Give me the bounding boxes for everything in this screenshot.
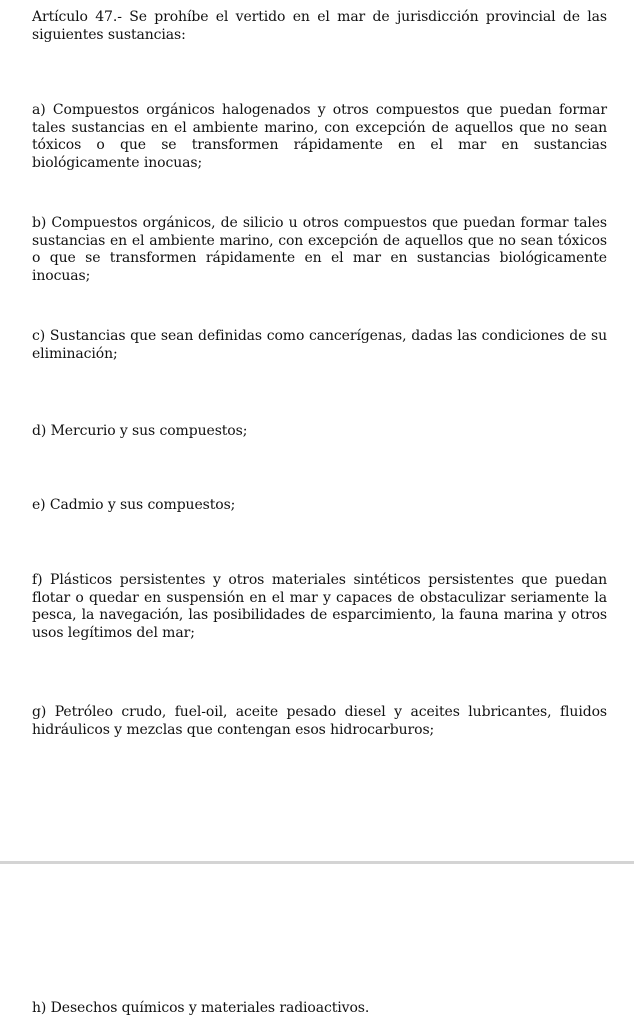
page-break-divider [0,861,634,864]
list-item-d: d) Mercurio y sus compuestos; [32,423,248,439]
list-item-f: f) Plásticos persistentes y otros materiales sintéticos persistentes que puedan flotar o quedar en suspensión en el mar y capaces de obstaculizar seriamente la pesca, la navegación, las posibilidades de esparcimiento, la fauna marina y otros usos legítimos del mar; [32,572,607,641]
article-heading: Artículo 47.- Se prohíbe el vertido en el mar de jurisdicción provincial de las siguientes sustancias: [32,9,607,43]
list-item-c: c) Sustancias que sean definidas como cancerígenas, dadas las condiciones de su eliminación; [32,328,607,362]
list-item-b: b) Compuestos orgánicos, de silicio u otros compuestos que puedan formar tales sustancias en el ambiente marino, con excepción de aquellos que no sean tóxicos o que se transformen rápidamente en el mar en sustancias biológicamente inocuas; [32,215,607,284]
list-item-e: e) Cadmio y sus compuestos; [32,497,236,513]
list-item-a: a) Compuestos orgánicos halogenados y otros compuestos que puedan formar tales sustancias en el ambiente marino, con excepción de aquellos que no sean tóxicos o que se transformen rápidamente en el mar en sustancias biológicamente inocuas; [32,102,607,171]
list-item-h: h) Desechos químicos y materiales radioactivos. [32,1000,370,1016]
list-item-g: g) Petróleo crudo, fuel-oil, aceite pesado diesel y aceites lubricantes, fluidos hidráulicos y mezclas que contengan esos hidrocarburos; [32,704,607,738]
